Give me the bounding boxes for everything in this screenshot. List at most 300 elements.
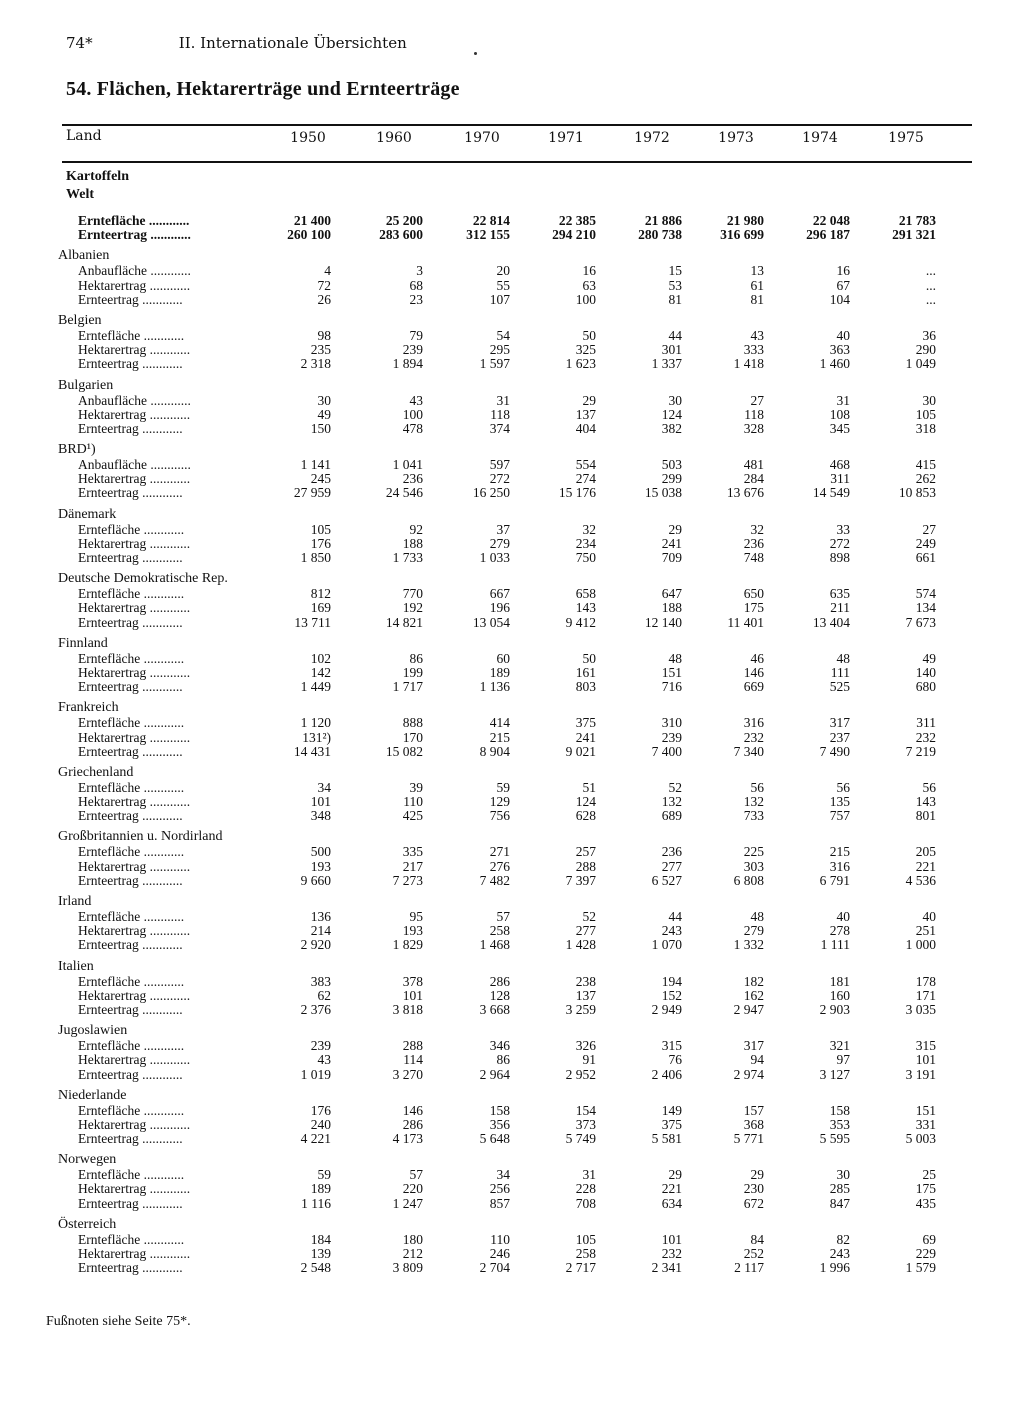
cell-value: 333 bbox=[743, 342, 764, 358]
cell-value: 1 428 bbox=[565, 937, 596, 953]
cell-value: 44 bbox=[668, 909, 682, 924]
cell-value: 1 418 bbox=[733, 356, 764, 372]
cell-value: 1 120 bbox=[300, 715, 331, 731]
cell-value: 241 bbox=[575, 729, 596, 745]
cell-value: 234 bbox=[575, 535, 596, 551]
cell-value: 132 bbox=[743, 794, 764, 810]
cell-value: 52 bbox=[582, 909, 596, 924]
cell-value: 1 850 bbox=[300, 550, 331, 565]
cell-value: 158 bbox=[489, 1102, 510, 1118]
cell-value: 812 bbox=[310, 586, 331, 602]
cell-value: 1 141 bbox=[300, 457, 331, 473]
cell-value: 4 221 bbox=[300, 1131, 331, 1147]
cell-value: 176 bbox=[310, 1102, 331, 1118]
cell-value: 132 bbox=[661, 794, 682, 810]
cell-value: 1 247 bbox=[392, 1195, 423, 1211]
cell-value: 1 449 bbox=[300, 679, 331, 695]
country-name: Albanien bbox=[58, 248, 110, 264]
cell-value: 2 952 bbox=[565, 1066, 596, 1082]
country-name: Finnland bbox=[58, 635, 108, 651]
cell-value: 481 bbox=[743, 457, 764, 473]
cell-value: 13 711 bbox=[294, 614, 331, 630]
cell-value: 27 bbox=[750, 392, 764, 408]
cell-value: 151 bbox=[915, 1102, 936, 1118]
cell-value: 52 bbox=[668, 779, 682, 795]
cell-value: 286 bbox=[489, 973, 510, 989]
cell-value: 296 187 bbox=[806, 227, 850, 243]
cell-value: 7 340 bbox=[733, 743, 764, 759]
cell-value: 672 bbox=[743, 1195, 764, 1211]
cell-value: 345 bbox=[829, 420, 850, 436]
cell-value: 9 412 bbox=[565, 614, 596, 630]
cell-value: 288 bbox=[575, 858, 596, 874]
cell-value: 2 947 bbox=[733, 1001, 764, 1017]
cell-value: 404 bbox=[575, 420, 596, 436]
cell-value: 43 bbox=[317, 1052, 331, 1068]
cell-value: 661 bbox=[915, 550, 936, 565]
cell-value: 2 964 bbox=[479, 1066, 510, 1082]
table-row bbox=[0, 357, 1024, 371]
cell-value: 425 bbox=[402, 808, 423, 824]
cell-value: 69 bbox=[922, 1231, 936, 1247]
cell-value: 279 bbox=[489, 535, 510, 551]
cell-value: 84 bbox=[750, 1231, 764, 1247]
row-label: Hektarertrag ............ bbox=[78, 858, 191, 874]
cell-value: 3 668 bbox=[479, 1001, 510, 1017]
table-row bbox=[0, 472, 1024, 486]
cell-value: 239 bbox=[402, 342, 423, 358]
cell-value: 272 bbox=[489, 471, 510, 487]
cell-value: 7 490 bbox=[819, 743, 850, 759]
cell-value: 232 bbox=[661, 1246, 682, 1261]
table-row bbox=[0, 228, 1024, 242]
cell-value: 301 bbox=[661, 342, 682, 358]
cell-value: 39 bbox=[409, 779, 423, 795]
cell-value: 29 bbox=[668, 1167, 682, 1183]
cell-value: 105 bbox=[915, 406, 936, 422]
country-heading bbox=[0, 765, 1024, 781]
cell-value: 137 bbox=[575, 406, 596, 422]
cell-value: 236 bbox=[661, 844, 682, 860]
cell-value: 15 038 bbox=[644, 485, 682, 501]
cell-value: 374 bbox=[489, 420, 510, 436]
table-row bbox=[0, 264, 1024, 278]
cell-value: 68 bbox=[409, 277, 423, 293]
country-heading bbox=[0, 442, 1024, 458]
row-label: Erntefläche ............ bbox=[78, 779, 185, 795]
cell-value: 61 bbox=[750, 277, 764, 293]
row-label: Erntefläche ............ bbox=[78, 1167, 185, 1183]
country-name: Frankreich bbox=[58, 700, 119, 716]
column-header-year: 1970 bbox=[464, 130, 500, 146]
cell-value: 315 bbox=[661, 1038, 682, 1054]
cell-value: 170 bbox=[402, 729, 423, 745]
cell-value: 378 bbox=[402, 973, 423, 989]
cell-value: 299 bbox=[661, 471, 682, 487]
table-row bbox=[0, 680, 1024, 694]
cell-value: 114 bbox=[403, 1052, 423, 1068]
cell-value: 318 bbox=[915, 420, 936, 436]
cell-value: 650 bbox=[743, 586, 764, 602]
cell-value: 260 100 bbox=[287, 227, 331, 243]
cell-value: 32 bbox=[750, 521, 764, 537]
row-label: Ernteertrag ............ bbox=[78, 356, 183, 372]
table-row bbox=[0, 666, 1024, 680]
cell-value: 7 397 bbox=[565, 872, 596, 888]
cell-value: 2 920 bbox=[300, 937, 331, 953]
row-label: Hektarertrag ............ bbox=[78, 600, 191, 616]
cell-value: 257 bbox=[575, 844, 596, 860]
row-label: Hektarertrag ............ bbox=[78, 277, 191, 293]
table-row bbox=[0, 551, 1024, 565]
country-heading bbox=[0, 959, 1024, 975]
cell-value: 7 673 bbox=[905, 614, 936, 630]
cell-value: 102 bbox=[310, 650, 331, 666]
cell-value: 20 bbox=[496, 263, 510, 279]
cell-value: 238 bbox=[575, 973, 596, 989]
cell-value: 81 bbox=[668, 291, 682, 307]
cell-value: 162 bbox=[743, 987, 764, 1003]
row-label: Hektarertrag ............ bbox=[78, 987, 191, 1003]
cell-value: 86 bbox=[496, 1052, 510, 1068]
cell-value: 55 bbox=[496, 277, 510, 293]
cell-value: 525 bbox=[829, 679, 850, 695]
cell-value: 331 bbox=[915, 1116, 936, 1132]
cell-value: 129 bbox=[489, 794, 510, 810]
cell-value: 554 bbox=[575, 457, 596, 473]
table-row bbox=[0, 938, 1024, 952]
cell-value: 1 019 bbox=[300, 1066, 331, 1082]
cell-value: 3 035 bbox=[905, 1001, 936, 1017]
cell-value: 152 bbox=[661, 987, 682, 1003]
cell-value: 6 527 bbox=[651, 872, 682, 888]
table-row bbox=[0, 1039, 1024, 1053]
cell-value: 29 bbox=[668, 521, 682, 537]
cell-value: 137 bbox=[575, 987, 596, 1003]
cell-value: 110 bbox=[403, 794, 423, 810]
cell-value: 235 bbox=[310, 342, 331, 358]
cell-value: 95 bbox=[409, 909, 423, 924]
cell-value: 415 bbox=[915, 457, 936, 473]
cell-value: 857 bbox=[489, 1195, 510, 1211]
cell-value: 847 bbox=[829, 1195, 850, 1211]
column-header-year: 1971 bbox=[548, 130, 584, 146]
row-label: Hektarertrag ............ bbox=[78, 406, 191, 422]
country-heading bbox=[0, 507, 1024, 523]
cell-value: 3 191 bbox=[905, 1066, 936, 1082]
cell-value: 241 bbox=[661, 535, 682, 551]
country-heading bbox=[0, 248, 1024, 264]
cell-value: 12 140 bbox=[644, 614, 682, 630]
cell-value: 232 bbox=[743, 729, 764, 745]
cell-value: 278 bbox=[829, 923, 850, 939]
cell-value: 326 bbox=[575, 1038, 596, 1054]
cell-value: 135 bbox=[829, 794, 850, 810]
row-label: Ernteertrag ............ bbox=[78, 420, 183, 436]
cell-value: 30 bbox=[317, 392, 331, 408]
cell-value: 1 460 bbox=[819, 356, 850, 372]
cell-value: 146 bbox=[743, 664, 764, 680]
section-heading: II. Internationale Übersichten bbox=[178, 34, 407, 52]
cell-value: 36 bbox=[922, 327, 936, 343]
cell-value: 279 bbox=[743, 923, 764, 939]
row-label: Ernteertrag ............ bbox=[78, 614, 183, 630]
cell-value: 373 bbox=[575, 1116, 596, 1132]
cell-value: 383 bbox=[310, 973, 331, 989]
cell-value: 157 bbox=[743, 1102, 764, 1118]
table-row bbox=[0, 874, 1024, 888]
table-row bbox=[0, 924, 1024, 938]
cell-value: 291 321 bbox=[892, 227, 936, 243]
cell-value: 898 bbox=[829, 550, 850, 565]
cell-value: 134 bbox=[915, 600, 936, 616]
cell-value: 7 273 bbox=[392, 872, 423, 888]
cell-value: 188 bbox=[661, 600, 682, 616]
cell-value: 48 bbox=[836, 650, 850, 666]
row-label: Ernteertrag ............ bbox=[78, 227, 191, 243]
cell-value: 348 bbox=[310, 808, 331, 824]
cell-value: 189 bbox=[310, 1181, 331, 1197]
country-heading bbox=[0, 894, 1024, 910]
cell-value: 7 400 bbox=[651, 743, 682, 759]
cell-value: 15 bbox=[668, 263, 682, 279]
row-label: Ernteertrag ............ bbox=[78, 937, 183, 953]
row-label: Ernteertrag ............ bbox=[78, 1195, 183, 1211]
cell-value: 356 bbox=[489, 1116, 510, 1132]
cell-value: 597 bbox=[489, 457, 510, 473]
row-label: Anbaufläche ............ bbox=[78, 457, 191, 473]
cell-value: 285 bbox=[829, 1181, 850, 1197]
row-label: Anbaufläche ............ bbox=[78, 263, 191, 279]
cell-value: 635 bbox=[829, 586, 850, 602]
cell-value: 59 bbox=[317, 1167, 331, 1183]
cell-value: 29 bbox=[582, 392, 596, 408]
row-label: Ernteertrag ............ bbox=[78, 872, 183, 888]
cell-value: 290 bbox=[915, 342, 936, 358]
cell-value: 252 bbox=[743, 1246, 764, 1261]
cell-value: 1 623 bbox=[565, 356, 596, 372]
cell-value: 1 337 bbox=[651, 356, 682, 372]
cell-value: 733 bbox=[743, 808, 764, 824]
cell-value: 3 270 bbox=[392, 1066, 423, 1082]
cell-value: 2 949 bbox=[651, 1001, 682, 1017]
cell-value: 435 bbox=[915, 1195, 936, 1211]
cell-value: 15 176 bbox=[558, 485, 596, 501]
cell-value: 13 676 bbox=[726, 485, 764, 501]
cell-value: 14 821 bbox=[385, 614, 423, 630]
cell-value: 2 117 bbox=[734, 1260, 764, 1276]
table-row bbox=[0, 523, 1024, 537]
row-label: Erntefläche ............ bbox=[78, 909, 185, 924]
column-header-year: 1950 bbox=[290, 130, 326, 146]
cell-value: 86 bbox=[409, 650, 423, 666]
cell-value: 49 bbox=[317, 406, 331, 422]
cell-value: 34 bbox=[496, 1167, 510, 1183]
cell-value: 658 bbox=[575, 586, 596, 602]
row-label: Anbaufläche ............ bbox=[78, 392, 191, 408]
country-heading bbox=[0, 1023, 1024, 1039]
cell-value: 375 bbox=[575, 715, 596, 731]
cell-value: 21 783 bbox=[898, 213, 936, 228]
cell-value: 271 bbox=[489, 844, 510, 860]
cell-value: 220 bbox=[402, 1181, 423, 1197]
table-row bbox=[0, 1261, 1024, 1275]
cell-value: 709 bbox=[661, 550, 682, 565]
cell-value: 1 049 bbox=[905, 356, 936, 372]
cell-value: 94 bbox=[750, 1052, 764, 1068]
cell-value: 1 894 bbox=[392, 356, 423, 372]
row-label: Erntefläche ............ bbox=[78, 1102, 185, 1118]
cell-value: 49 bbox=[922, 650, 936, 666]
cell-value: 236 bbox=[402, 471, 423, 487]
cell-value: 245 bbox=[310, 471, 331, 487]
country-heading bbox=[0, 313, 1024, 329]
country-heading bbox=[0, 1088, 1024, 1104]
cell-value: 21 980 bbox=[726, 213, 764, 228]
country-name: Deutsche Demokratische Rep. bbox=[58, 571, 228, 587]
cell-value: ... bbox=[925, 277, 936, 293]
cell-value: 246 bbox=[489, 1246, 510, 1261]
cell-value: 667 bbox=[489, 586, 510, 602]
table-row bbox=[0, 601, 1024, 615]
row-label: Erntefläche ............ bbox=[78, 844, 185, 860]
table-row bbox=[0, 781, 1024, 795]
cell-value: 239 bbox=[661, 729, 682, 745]
cell-value: 22 048 bbox=[812, 213, 850, 228]
cell-value: 62 bbox=[317, 987, 331, 1003]
cell-value: 217 bbox=[402, 858, 423, 874]
table-row bbox=[0, 1233, 1024, 1247]
cell-value: 2 903 bbox=[819, 1001, 850, 1017]
row-label: Erntefläche ............ bbox=[78, 521, 185, 537]
cell-value: 1 111 bbox=[820, 937, 850, 953]
cell-value: 63 bbox=[582, 277, 596, 293]
cell-value: 243 bbox=[661, 923, 682, 939]
cell-value: 29 bbox=[750, 1167, 764, 1183]
cell-value: 1 733 bbox=[392, 550, 423, 565]
country-name: Jugoslawien bbox=[58, 1023, 128, 1039]
country-name: Österreich bbox=[58, 1216, 117, 1232]
cell-value: 101 bbox=[915, 1052, 936, 1068]
table-row bbox=[0, 587, 1024, 601]
cell-value: 258 bbox=[575, 1246, 596, 1261]
cell-value: 178 bbox=[915, 973, 936, 989]
cell-value: 363 bbox=[829, 342, 850, 358]
row-label: Hektarertrag ............ bbox=[78, 342, 191, 358]
country-heading bbox=[0, 1217, 1024, 1233]
row-label: Erntefläche ............ bbox=[78, 213, 190, 228]
table-row bbox=[0, 1068, 1024, 1082]
cell-value: 192 bbox=[402, 600, 423, 616]
table-row bbox=[0, 1132, 1024, 1146]
cell-value: 1 033 bbox=[479, 550, 510, 565]
country-heading bbox=[0, 1152, 1024, 1168]
data-table bbox=[0, 168, 1024, 1281]
table-row bbox=[0, 1053, 1024, 1067]
cell-value: 196 bbox=[489, 600, 510, 616]
cell-value: 5 749 bbox=[565, 1131, 596, 1147]
cell-value: 205 bbox=[915, 844, 936, 860]
cell-value: 24 546 bbox=[385, 485, 423, 501]
cell-value: 13 bbox=[750, 263, 764, 279]
cell-value: 188 bbox=[402, 535, 423, 551]
world-title bbox=[0, 186, 1024, 204]
cell-value: 169 bbox=[310, 600, 331, 616]
cell-value: 335 bbox=[402, 844, 423, 860]
cell-value: 468 bbox=[829, 457, 850, 473]
cell-value: 10 853 bbox=[898, 485, 936, 501]
cell-value: 3 bbox=[416, 263, 423, 279]
cell-value: 634 bbox=[661, 1195, 682, 1211]
cell-value: 57 bbox=[496, 909, 510, 924]
cell-value: 11 401 bbox=[727, 614, 764, 630]
cell-value: 175 bbox=[743, 600, 764, 616]
cell-value: 158 bbox=[829, 1102, 850, 1118]
cell-value: 1 000 bbox=[905, 937, 936, 953]
cell-value: 286 bbox=[402, 1116, 423, 1132]
cell-value: 4 bbox=[324, 263, 331, 279]
table-row bbox=[0, 394, 1024, 408]
cell-value: 1 717 bbox=[392, 679, 423, 695]
country-name: Großbritannien u. Nordirland bbox=[58, 829, 223, 845]
cell-value: 716 bbox=[661, 679, 682, 695]
row-label: Erntefläche ............ bbox=[78, 973, 185, 989]
cell-value: 22 814 bbox=[472, 213, 510, 228]
cell-value: 277 bbox=[575, 923, 596, 939]
row-label: Hektarertrag ............ bbox=[78, 1052, 191, 1068]
cell-value: 51 bbox=[582, 779, 596, 795]
cell-value: 325 bbox=[575, 342, 596, 358]
cell-value: 30 bbox=[922, 392, 936, 408]
cell-value: 229 bbox=[915, 1246, 936, 1261]
cell-value: 284 bbox=[743, 471, 764, 487]
cell-value: 2 974 bbox=[733, 1066, 764, 1082]
cell-value: 276 bbox=[489, 858, 510, 874]
cell-value: 295 bbox=[489, 342, 510, 358]
column-header-year: 1972 bbox=[634, 130, 670, 146]
cell-value: 92 bbox=[409, 521, 423, 537]
country-name: Belgien bbox=[58, 312, 102, 328]
row-label: Erntefläche ............ bbox=[78, 327, 185, 343]
cell-value: 212 bbox=[402, 1246, 423, 1261]
column-header-year: 1974 bbox=[802, 130, 838, 146]
cell-value: 27 bbox=[922, 521, 936, 537]
table-row bbox=[0, 486, 1024, 500]
country-name: Dänemark bbox=[58, 506, 117, 522]
cell-value: 315 bbox=[915, 1038, 936, 1054]
header-bottom-rule bbox=[62, 161, 972, 163]
cell-value: 26 bbox=[317, 291, 331, 307]
row-label: Hektarertrag ............ bbox=[78, 664, 191, 680]
cell-value: 1 041 bbox=[392, 457, 423, 473]
cell-value: 128 bbox=[489, 987, 510, 1003]
cell-value: 25 200 bbox=[385, 213, 423, 228]
cell-value: 40 bbox=[836, 327, 850, 343]
cell-value: 628 bbox=[575, 808, 596, 824]
cell-value: 757 bbox=[829, 808, 850, 824]
cell-value: 139 bbox=[310, 1246, 331, 1261]
country-name: Niederlande bbox=[58, 1087, 127, 1103]
country-name: Italien bbox=[58, 958, 94, 974]
cell-value: 750 bbox=[575, 550, 596, 565]
cell-value: 107 bbox=[489, 291, 510, 307]
cell-value: 311 bbox=[916, 715, 936, 731]
cell-value: 230 bbox=[743, 1181, 764, 1197]
cell-value: 193 bbox=[310, 858, 331, 874]
cell-value: 30 bbox=[836, 1167, 850, 1183]
table-row bbox=[0, 1168, 1024, 1182]
cell-value: 225 bbox=[743, 844, 764, 860]
